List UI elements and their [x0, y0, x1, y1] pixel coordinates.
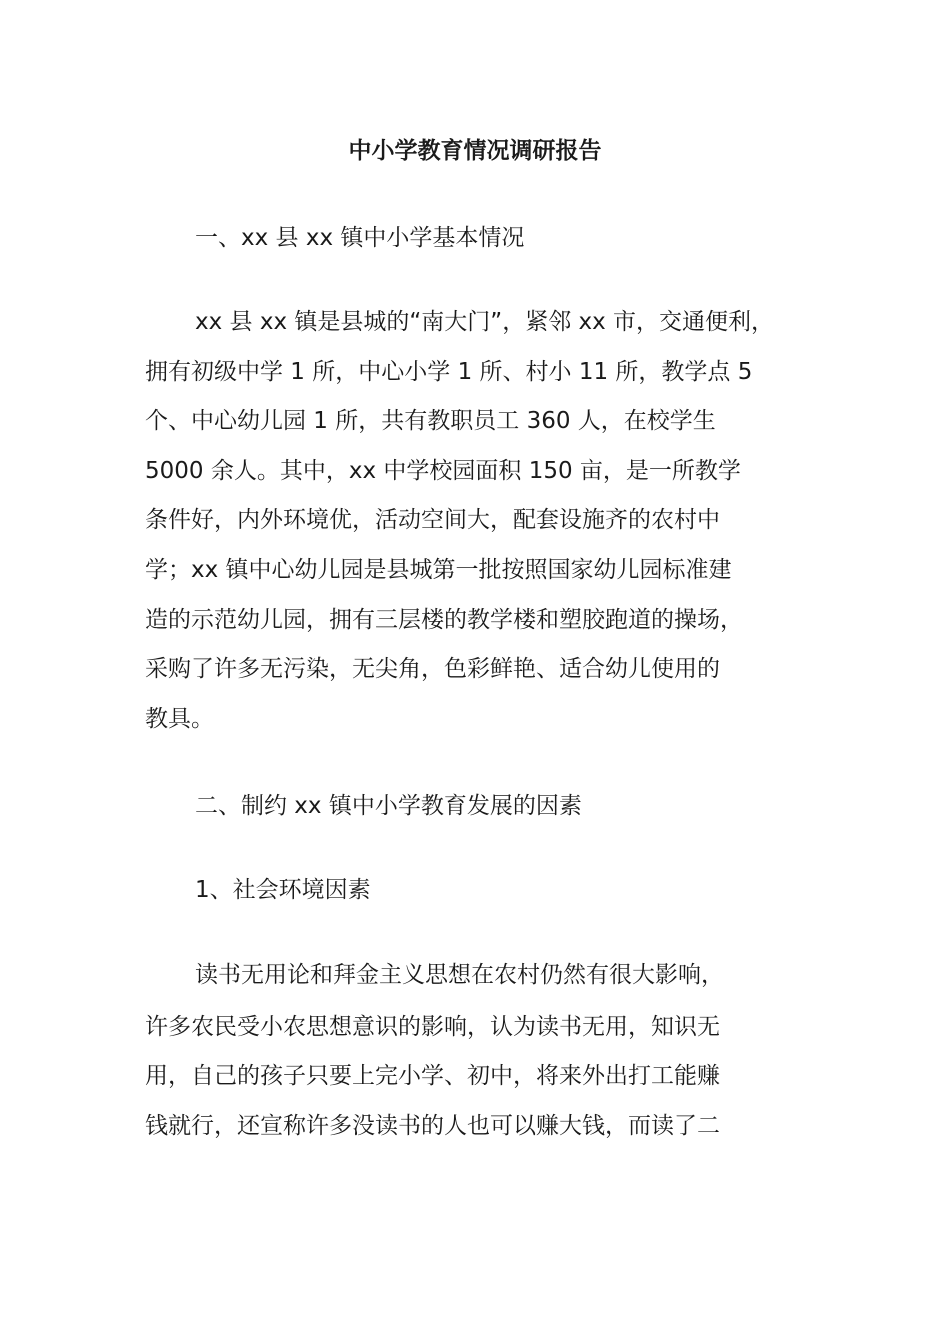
paragraph-1-line: 造的示范幼儿园，拥有三层楼的教学楼和塑胶跑道的操场，	[145, 607, 743, 633]
section-2-heading: 二、制约 xx 镇中小学教育发展的因素	[195, 793, 582, 819]
paragraph-1-line: 教具。	[145, 706, 214, 732]
paragraph-1-line: 采购了许多无污染，无尖角，色彩鲜艳、适合幼儿使用的	[145, 656, 720, 682]
paragraph-1-line: 条件好，内外环境优，活动空间大，配套设施齐的农村中	[145, 507, 720, 533]
paragraph-2-line: 用，自己的孩子只要上完小学、初中，将来外出打工能赚	[145, 1063, 720, 1089]
paragraph-1-line: xx 县 xx 镇是县城的“南大门”，紧邻 xx 市，交通便利，	[195, 309, 775, 335]
paragraph-2-line: 读书无用论和拜金主义思想在农村仍然有很大影响，	[195, 962, 724, 988]
subsection-1-heading: 1、社会环境因素	[195, 877, 371, 903]
paragraph-1-line: 5000 余人。其中，xx 中学校园面积 150 亩，是一所教学	[145, 458, 741, 484]
section-1-heading: 一、xx 县 xx 镇中小学基本情况	[195, 225, 525, 251]
document-title: 中小学教育情况调研报告	[348, 138, 602, 164]
paragraph-1-line: 个、中心幼儿园 1 所，共有教职员工 360 人，在校学生	[145, 408, 716, 434]
paragraph-2-line: 钱就行，还宣称许多没读书的人也可以赚大钱，而读了二	[145, 1113, 720, 1139]
paragraph-1-line: 拥有初级中学 1 所，中心小学 1 所、村小 11 所，教学点 5	[145, 359, 753, 385]
paragraph-2-line: 许多农民受小农思想意识的影响，认为读书无用，知识无	[145, 1014, 720, 1040]
paragraph-1-line: 学；xx 镇中心幼儿园是县城第一批按照国家幼儿园标准建	[145, 557, 732, 583]
